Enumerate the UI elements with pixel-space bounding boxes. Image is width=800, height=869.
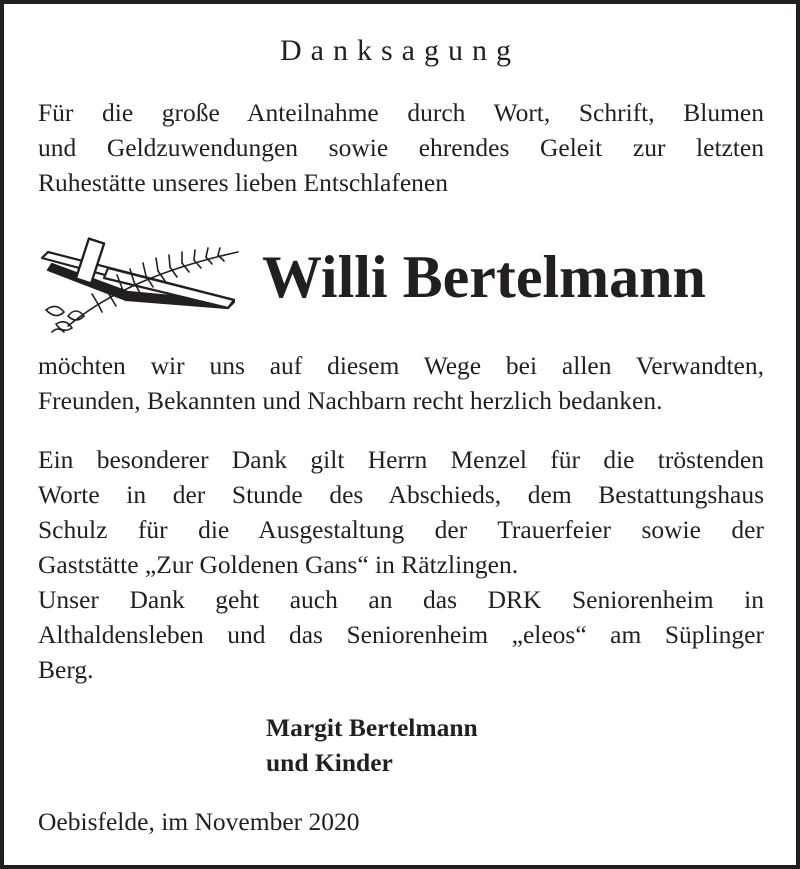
text-line: Unser Dank geht auch an das DRK Seniorenheim in: [38, 585, 764, 614]
signature-family: und Kinder: [266, 748, 393, 777]
text-line: Althaldensleben und das Seniorenheim „eleos“ am Süplinger: [38, 620, 764, 649]
text-line: Worte in der Stunde des Abschieds, dem Bestattungshaus: [38, 480, 764, 509]
place-and-date: Oebisfelde, im November 2020: [38, 807, 360, 836]
intro-paragraph: [38, 95, 764, 200]
cross-with-palm-branch-icon: [38, 236, 244, 336]
thanks-paragraph: [38, 348, 764, 418]
text-line: Berg.: [38, 655, 94, 684]
signature-name: Margit Bertelmann: [266, 713, 478, 742]
deceased-name: Willi Bertelmann: [262, 244, 706, 310]
signature-block: [266, 710, 478, 780]
text-line: möchten wir uns auf diesem Wege bei allen Verwandten,: [38, 351, 764, 380]
text-line: Für die große Anteilnahme durch Wort, Schrift, Blumen: [38, 98, 764, 127]
text-line: und Geldzuwendungen sowie ehrendes Geleit zur letzten: [38, 133, 764, 162]
text-line: Ruhestätte unseres lieben Entschlafenen: [38, 168, 448, 197]
text-line: Ein besonderer Dank gilt Herrn Menzel für die tröstenden: [38, 445, 764, 474]
special-thanks-paragraph: [38, 442, 764, 687]
text-line: Freunden, Bekannten und Nachbarn recht herzlich bedanken.: [38, 386, 663, 415]
text-line: Gaststätte „Zur Goldenen Gans“ in Rätzlingen.: [38, 550, 519, 579]
notice-heading: Danksagung: [280, 34, 520, 67]
text-line: Schulz für die Ausgestaltung der Trauerfeier sowie der: [38, 515, 764, 544]
